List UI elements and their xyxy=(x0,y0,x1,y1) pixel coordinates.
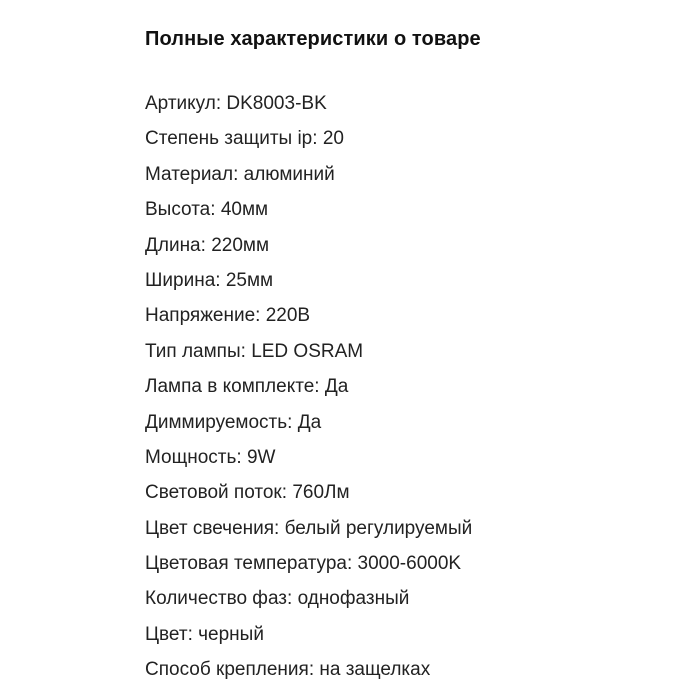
spec-label: Длина xyxy=(145,234,201,256)
spec-value: на защелках xyxy=(319,659,431,681)
spec-label: Высота xyxy=(145,199,211,221)
spec-label: Артикул xyxy=(145,93,216,114)
spec-label: Напряжение xyxy=(145,305,256,327)
spec-label: Количество фаз xyxy=(145,588,288,610)
spec-row-ip-rating: Степень защиты ip: 20 xyxy=(145,128,344,150)
spec-row-phases: Количество фаз: однофазный xyxy=(145,588,410,610)
spec-label: Цветовая температура xyxy=(145,553,347,575)
spec-value: черный xyxy=(198,623,264,645)
spec-value: 3000-6000K xyxy=(357,553,462,575)
spec-row-height: Высота: 40мм xyxy=(145,199,269,221)
spec-label: Цвет свечения xyxy=(145,517,275,539)
spec-row-width: Ширина: 25мм xyxy=(145,269,274,291)
spec-label: Степень защиты ip xyxy=(145,128,313,150)
spec-label: Световой поток xyxy=(145,482,282,504)
spec-label: Лампа в комплекте xyxy=(145,376,315,398)
spec-row-color: Цвет: черный xyxy=(145,623,264,645)
specs-title: Полные характеристики о товаре xyxy=(145,28,481,50)
spec-row-color-temperature: Цветовая температура: 3000-6000K xyxy=(145,553,462,575)
spec-label: Мощность xyxy=(145,446,237,468)
spec-row-light-color: Цвет свечения: белый регулируемый xyxy=(145,517,473,539)
spec-label: Материал xyxy=(145,163,234,185)
spec-row-dimmable: Диммируемость: Да xyxy=(145,411,322,433)
spec-value: 40мм xyxy=(220,199,269,221)
spec-label: Диммируемость xyxy=(145,411,288,433)
spec-value: Да xyxy=(297,411,322,433)
spec-label: Цвет xyxy=(145,623,188,645)
spec-row-lamp-type: Тип лампы: LED OSRAM xyxy=(145,340,364,362)
spec-row-lamp-included: Лампа в комплекте: Да xyxy=(145,376,349,398)
spec-value: Да xyxy=(324,376,349,398)
spec-list xyxy=(145,86,685,688)
spec-row-power: Мощность: 9W xyxy=(145,446,276,468)
spec-value: 220мм xyxy=(211,234,270,256)
spec-value: алюминий xyxy=(243,163,335,185)
product-specs xyxy=(145,26,685,688)
spec-value: 220В xyxy=(265,305,311,327)
spec-value: 760Лм xyxy=(292,482,350,504)
spec-label: Способ крепления xyxy=(145,659,309,681)
spec-value: однофазный xyxy=(297,588,410,610)
spec-value: 25мм xyxy=(225,269,274,291)
spec-value: DK8003-BK xyxy=(226,93,327,114)
spec-label: Тип лампы xyxy=(145,340,241,362)
spec-row-material: Материал: алюминий xyxy=(145,163,335,185)
spec-value: белый регулируемый xyxy=(284,517,473,539)
spec-value: 20 xyxy=(322,128,344,150)
spec-label: Ширина xyxy=(145,269,216,291)
spec-value: LED OSRAM xyxy=(251,340,364,362)
spec-row-voltage: Напряжение: 220В xyxy=(145,305,311,327)
spec-row-mounting: Способ крепления: на защелках xyxy=(145,659,431,681)
spec-row-article: Артикул: DK8003-BK xyxy=(145,93,327,114)
spec-row-luminous-flux: Световой поток: 760Лм xyxy=(145,482,350,504)
spec-value: 9W xyxy=(246,446,276,468)
spec-row-length: Длина: 220мм xyxy=(145,234,270,256)
